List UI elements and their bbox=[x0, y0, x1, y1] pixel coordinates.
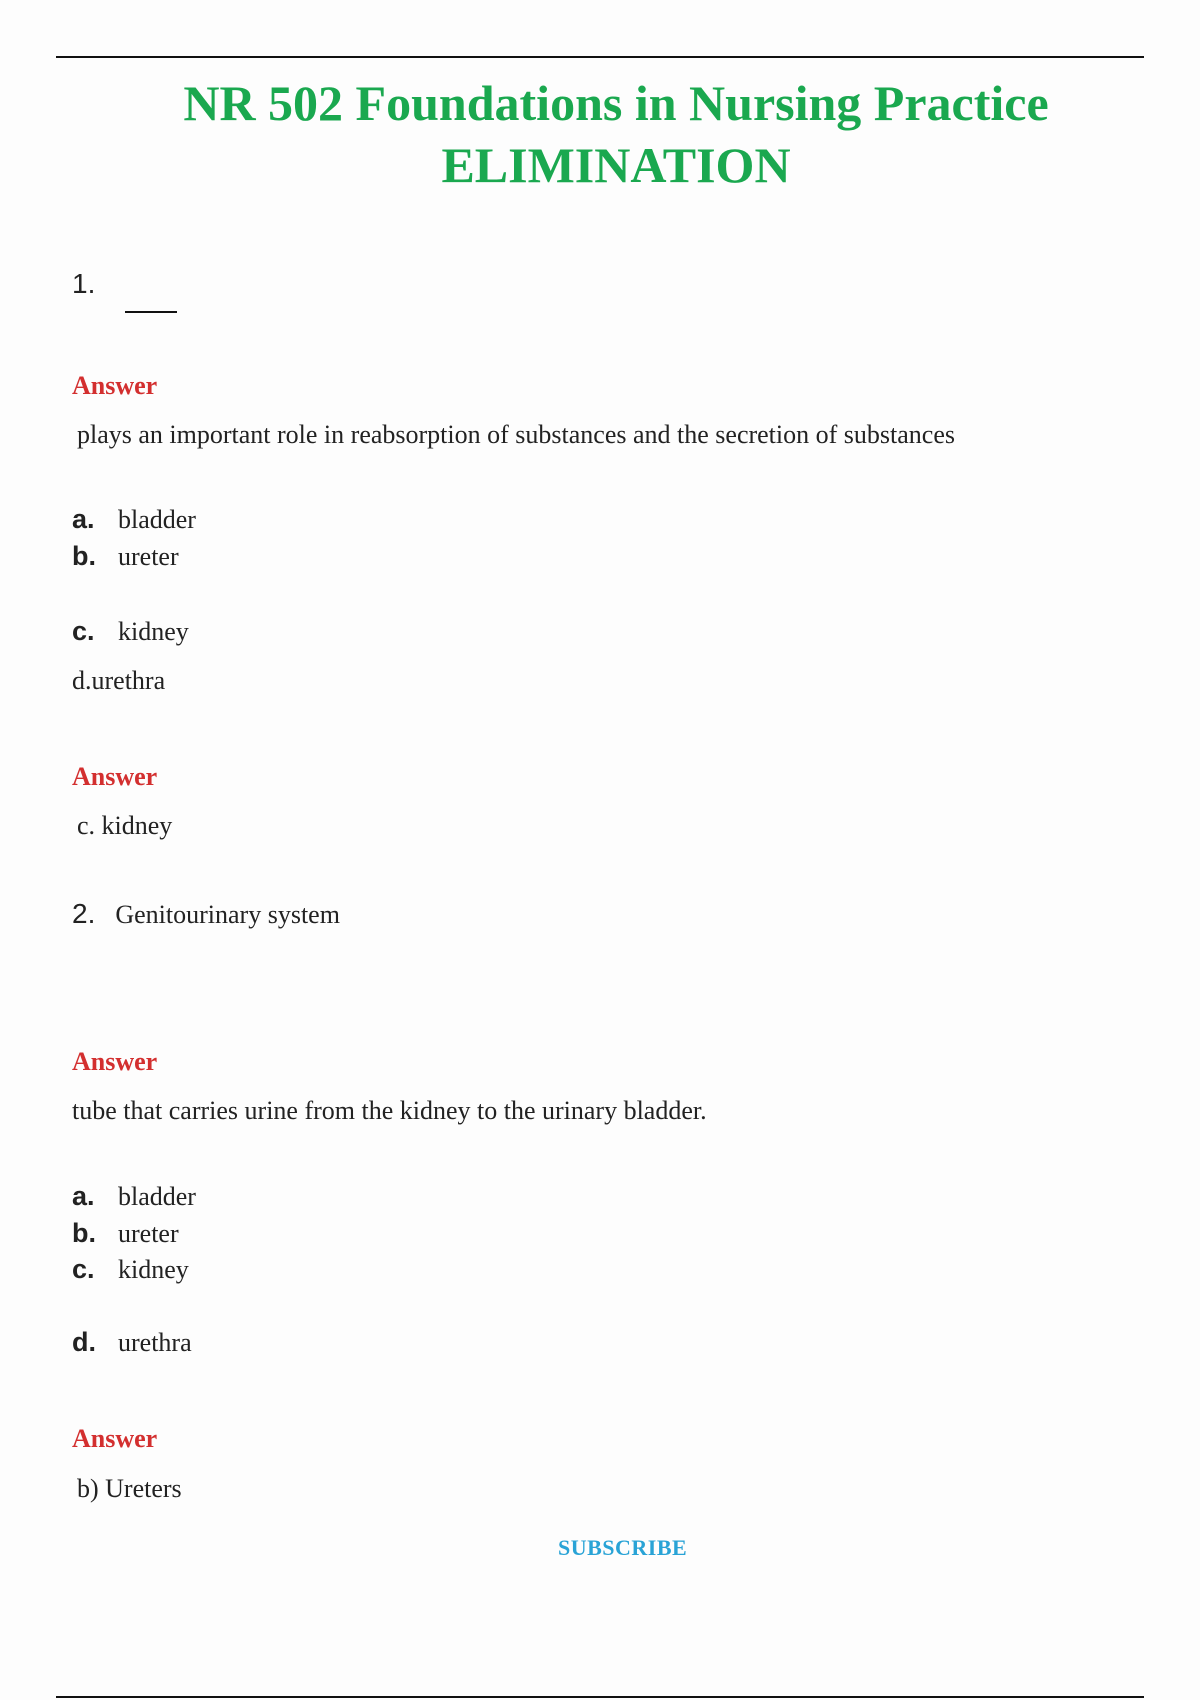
subscribe-link[interactable]: SUBSCRIBE bbox=[558, 1535, 688, 1560]
option-d bbox=[72, 1327, 192, 1358]
option-text: kidney bbox=[118, 617, 189, 646]
document-title bbox=[0, 72, 1200, 196]
option-letter: a. bbox=[72, 504, 95, 534]
answer-label: Answer bbox=[72, 1424, 158, 1453]
title-line-1: NR 502 Foundations in Nursing Practice bbox=[183, 75, 1049, 131]
option-c bbox=[72, 1254, 189, 1285]
answer-label: Answer bbox=[72, 371, 158, 400]
option-text: bladder bbox=[118, 505, 196, 534]
option-text: ureter bbox=[118, 542, 179, 571]
question-2 bbox=[72, 898, 340, 930]
question-number: 1. bbox=[72, 268, 96, 299]
question-1 bbox=[72, 268, 177, 313]
option-letter: b. bbox=[72, 1218, 96, 1248]
option-letter: d. bbox=[72, 1327, 96, 1357]
question-definition: plays an important role in reabsorption of substances and the secretion of substances bbox=[77, 420, 955, 449]
option-text: ureter bbox=[118, 1219, 179, 1248]
question-number: 2. bbox=[72, 898, 96, 929]
bottom-rule bbox=[56, 1696, 1144, 1698]
answer-label: Answer bbox=[72, 1047, 158, 1076]
option-text: urethra bbox=[118, 1328, 192, 1357]
option-letter: c. bbox=[72, 616, 95, 646]
top-rule bbox=[56, 56, 1144, 58]
option-text: bladder bbox=[118, 1182, 196, 1211]
option-c bbox=[72, 616, 189, 647]
option-a bbox=[72, 504, 196, 535]
option-letter: c. bbox=[72, 1254, 95, 1284]
option-a bbox=[72, 1181, 196, 1212]
answer-label: Answer bbox=[72, 762, 158, 791]
question-prompt: Genitourinary system bbox=[115, 900, 340, 929]
title-line-2: ELIMINATION bbox=[441, 137, 791, 193]
option-letter: b. bbox=[72, 541, 96, 571]
answer-text: c. kidney bbox=[77, 811, 173, 840]
answer-text: b) Ureters bbox=[77, 1474, 182, 1503]
option-b bbox=[72, 541, 179, 572]
option-b bbox=[72, 1218, 179, 1249]
question-blank bbox=[125, 293, 177, 313]
option-text: kidney bbox=[118, 1255, 189, 1284]
option-letter: a. bbox=[72, 1181, 95, 1211]
question-definition: tube that carries urine from the kidney to the urinary bladder. bbox=[72, 1096, 707, 1125]
option-d: d.urethra bbox=[72, 666, 166, 695]
